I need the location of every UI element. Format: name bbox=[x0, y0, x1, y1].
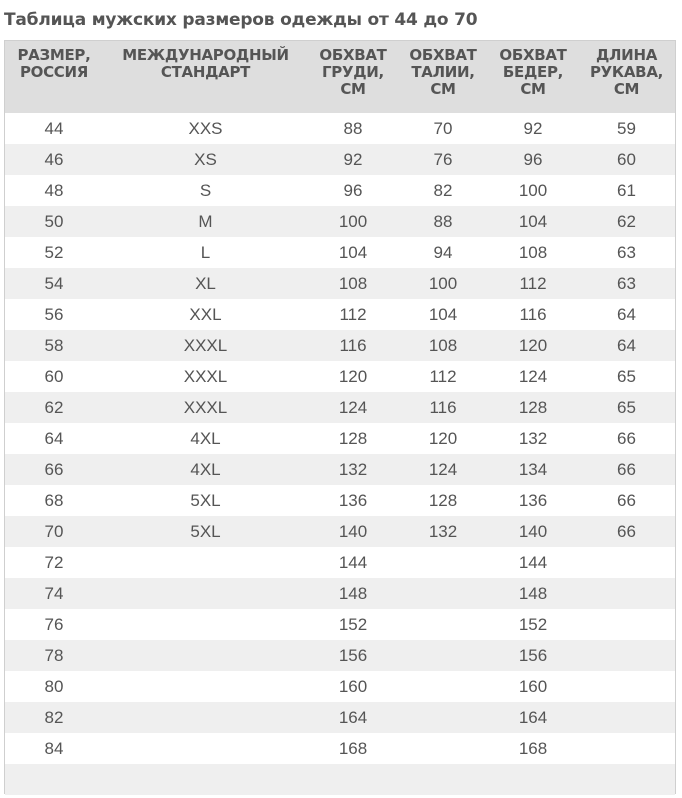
cell-size-russia: 48 bbox=[44, 181, 64, 200]
cell-international: 5XL bbox=[190, 522, 221, 541]
header-line: МЕЖДУНАРОДНЫЙ bbox=[122, 46, 289, 64]
header-line: СМ bbox=[430, 80, 456, 98]
table-row bbox=[5, 547, 675, 578]
cell-international bbox=[103, 547, 308, 578]
cell-international bbox=[103, 764, 308, 795]
cell-sleeve bbox=[578, 702, 675, 733]
cell-international bbox=[103, 702, 308, 733]
cell-sleeve: 66 bbox=[617, 522, 636, 541]
cell-hips: 134 bbox=[518, 460, 548, 479]
cell-chest: 148 bbox=[338, 584, 368, 603]
table-row bbox=[5, 671, 675, 702]
cell-chest: 168 bbox=[338, 739, 368, 758]
cell-waist bbox=[398, 640, 488, 671]
cell-size-russia: 56 bbox=[44, 305, 64, 324]
cell-sleeve: 62 bbox=[617, 212, 636, 231]
cell-waist bbox=[398, 733, 488, 764]
cell-waist: 76 bbox=[433, 150, 453, 169]
cell-international: L bbox=[200, 243, 211, 262]
table-row bbox=[5, 485, 675, 516]
cell-hips: 120 bbox=[518, 336, 548, 355]
cell-waist: 112 bbox=[429, 367, 457, 386]
cell-international: XL bbox=[195, 274, 216, 293]
cell-international bbox=[103, 609, 308, 640]
cell-hips: 136 bbox=[518, 491, 548, 510]
cell-waist: 120 bbox=[428, 429, 458, 448]
cell-size-russia: 78 bbox=[44, 646, 64, 665]
cell-size-russia bbox=[5, 764, 103, 795]
cell-chest: 92 bbox=[343, 150, 363, 169]
cell-size-russia: 76 bbox=[44, 615, 64, 634]
header-waist bbox=[398, 47, 488, 98]
cell-chest: 152 bbox=[338, 615, 368, 634]
cell-sleeve: 61 bbox=[617, 181, 636, 200]
cell-chest: 160 bbox=[338, 677, 368, 696]
header-line: СМ bbox=[340, 80, 366, 98]
cell-chest: 156 bbox=[338, 646, 368, 665]
cell-sleeve bbox=[578, 609, 675, 640]
cell-international: 4XL bbox=[190, 429, 221, 448]
header-line: ОБХВАТ bbox=[319, 46, 387, 64]
cell-waist bbox=[398, 547, 488, 578]
table-row bbox=[5, 764, 675, 795]
table-row bbox=[5, 237, 675, 268]
header-line: РУКАВА, bbox=[589, 63, 664, 81]
cell-chest bbox=[308, 764, 398, 795]
table-row bbox=[5, 144, 675, 175]
cell-waist: 108 bbox=[428, 336, 458, 355]
table-row bbox=[5, 392, 675, 423]
cell-waist: 88 bbox=[433, 212, 453, 231]
cell-waist bbox=[398, 609, 488, 640]
cell-sleeve: 65 bbox=[617, 367, 636, 386]
cell-waist: 104 bbox=[428, 305, 458, 324]
cell-international: XXL bbox=[189, 305, 222, 324]
cell-chest: 104 bbox=[338, 243, 368, 262]
cell-international bbox=[103, 733, 308, 764]
cell-international: M bbox=[198, 212, 213, 231]
cell-international: 5XL bbox=[190, 491, 221, 510]
cell-chest: 124 bbox=[338, 398, 368, 417]
header-hips bbox=[488, 47, 578, 98]
cell-hips: 152 bbox=[518, 615, 548, 634]
table-header bbox=[5, 41, 675, 113]
cell-sleeve bbox=[578, 671, 675, 702]
cell-sleeve: 63 bbox=[617, 274, 636, 293]
cell-chest: 140 bbox=[338, 522, 368, 541]
table-row bbox=[5, 640, 675, 671]
cell-hips: 148 bbox=[518, 584, 548, 603]
cell-international: XXS bbox=[188, 119, 223, 138]
cell-chest: 116 bbox=[339, 336, 367, 355]
header-chest bbox=[308, 47, 398, 98]
table-row bbox=[5, 361, 675, 392]
cell-waist: 132 bbox=[428, 522, 458, 541]
page-title: Таблица мужских размеров одежды от 44 до 70 bbox=[4, 10, 478, 30]
cell-waist: 124 bbox=[428, 460, 458, 479]
cell-hips: 124 bbox=[518, 367, 548, 386]
cell-size-russia: 84 bbox=[44, 739, 64, 758]
header-line: ОБХВАТ bbox=[499, 46, 567, 64]
cell-size-russia: 80 bbox=[44, 677, 64, 696]
cell-hips: 132 bbox=[518, 429, 548, 448]
cell-chest: 132 bbox=[338, 460, 368, 479]
table-row bbox=[5, 733, 675, 764]
table-row bbox=[5, 516, 675, 547]
header-line: ДЛИНА bbox=[595, 46, 658, 64]
cell-size-russia: 54 bbox=[44, 274, 64, 293]
cell-waist: 70 bbox=[433, 119, 453, 138]
cell-hips: 100 bbox=[518, 181, 548, 200]
cell-waist bbox=[398, 671, 488, 702]
cell-international: 4XL bbox=[190, 460, 221, 479]
cell-chest: 88 bbox=[343, 119, 363, 138]
header-line: СТАНДАРТ bbox=[160, 63, 251, 81]
cell-chest: 108 bbox=[338, 274, 368, 293]
size-table bbox=[4, 40, 676, 794]
cell-sleeve: 66 bbox=[617, 460, 636, 479]
cell-waist: 94 bbox=[433, 243, 453, 262]
cell-hips: 160 bbox=[518, 677, 548, 696]
cell-sleeve: 64 bbox=[617, 305, 636, 324]
header-line: СМ bbox=[613, 80, 640, 98]
cell-chest: 128 bbox=[338, 429, 368, 448]
cell-size-russia: 64 bbox=[44, 429, 64, 448]
cell-sleeve bbox=[578, 733, 675, 764]
cell-sleeve: 64 bbox=[617, 336, 636, 355]
cell-hips: 116 bbox=[519, 305, 547, 324]
table-row bbox=[5, 578, 675, 609]
cell-international bbox=[103, 640, 308, 671]
table-row bbox=[5, 702, 675, 733]
table-row bbox=[5, 423, 675, 454]
table-row bbox=[5, 113, 675, 144]
table-row bbox=[5, 299, 675, 330]
cell-hips: 96 bbox=[523, 150, 543, 169]
table-row bbox=[5, 330, 675, 361]
cell-size-russia: 62 bbox=[44, 398, 64, 417]
cell-waist: 116 bbox=[429, 398, 457, 417]
cell-size-russia: 82 bbox=[44, 708, 64, 727]
cell-size-russia: 72 bbox=[44, 553, 64, 572]
cell-sleeve: 65 bbox=[617, 398, 636, 417]
header-international-standard bbox=[103, 47, 308, 81]
cell-sleeve bbox=[578, 764, 675, 795]
header-line: ТАЛИИ, bbox=[411, 63, 475, 81]
cell-size-russia: 60 bbox=[44, 367, 64, 386]
header-line: СМ bbox=[520, 80, 546, 98]
cell-international bbox=[103, 578, 308, 609]
header-line: ОБХВАТ bbox=[409, 46, 477, 64]
cell-international: XS bbox=[194, 150, 217, 169]
cell-size-russia: 68 bbox=[44, 491, 64, 510]
cell-size-russia: 46 bbox=[44, 150, 64, 169]
cell-international: XXXL bbox=[183, 367, 228, 386]
cell-sleeve: 66 bbox=[617, 491, 636, 510]
cell-size-russia: 44 bbox=[44, 119, 64, 138]
header-size-russia bbox=[5, 47, 103, 81]
cell-chest: 136 bbox=[338, 491, 368, 510]
cell-sleeve: 63 bbox=[617, 243, 636, 262]
table-row bbox=[5, 454, 675, 485]
table-row bbox=[5, 175, 675, 206]
cell-sleeve: 66 bbox=[617, 429, 636, 448]
cell-hips: 164 bbox=[518, 708, 548, 727]
table-row bbox=[5, 206, 675, 237]
cell-chest: 164 bbox=[338, 708, 368, 727]
cell-chest: 120 bbox=[338, 367, 368, 386]
table-row bbox=[5, 268, 675, 299]
cell-international: S bbox=[199, 181, 212, 200]
cell-waist: 100 bbox=[428, 274, 458, 293]
header-line: РАЗМЕР, bbox=[17, 46, 91, 64]
cell-hips: 144 bbox=[518, 553, 548, 572]
cell-waist bbox=[398, 702, 488, 733]
cell-hips: 156 bbox=[518, 646, 548, 665]
cell-size-russia: 66 bbox=[44, 460, 64, 479]
header-sleeve bbox=[578, 47, 675, 98]
table-row bbox=[5, 609, 675, 640]
cell-hips: 140 bbox=[518, 522, 548, 541]
cell-waist bbox=[398, 578, 488, 609]
cell-chest: 112 bbox=[339, 305, 367, 324]
cell-waist: 128 bbox=[428, 491, 458, 510]
cell-hips: 112 bbox=[519, 274, 547, 293]
cell-hips: 92 bbox=[523, 119, 543, 138]
cell-chest: 96 bbox=[343, 181, 363, 200]
cell-sleeve bbox=[578, 640, 675, 671]
cell-hips: 104 bbox=[518, 212, 548, 231]
table-body bbox=[5, 113, 675, 795]
cell-chest: 100 bbox=[338, 212, 368, 231]
header-line: РОССИЯ bbox=[19, 63, 89, 81]
cell-sleeve bbox=[578, 547, 675, 578]
cell-international: XXXL bbox=[183, 398, 228, 417]
cell-chest: 144 bbox=[338, 553, 368, 572]
cell-sleeve: 60 bbox=[617, 150, 636, 169]
cell-international: XXXL bbox=[183, 336, 228, 355]
header-line: ГРУДИ, bbox=[322, 63, 384, 81]
cell-waist bbox=[398, 764, 488, 795]
header-line: БЕДЕР, bbox=[502, 63, 564, 81]
cell-size-russia: 50 bbox=[44, 212, 64, 231]
cell-hips: 128 bbox=[518, 398, 548, 417]
cell-size-russia: 52 bbox=[44, 243, 64, 262]
cell-waist: 82 bbox=[433, 181, 453, 200]
cell-sleeve bbox=[578, 578, 675, 609]
cell-hips: 108 bbox=[518, 243, 548, 262]
cell-hips bbox=[488, 764, 578, 795]
cell-sleeve: 59 bbox=[617, 119, 636, 138]
cell-size-russia: 74 bbox=[44, 584, 64, 603]
cell-hips: 168 bbox=[518, 739, 548, 758]
cell-size-russia: 70 bbox=[44, 522, 64, 541]
cell-international bbox=[103, 671, 308, 702]
cell-size-russia: 58 bbox=[44, 336, 64, 355]
